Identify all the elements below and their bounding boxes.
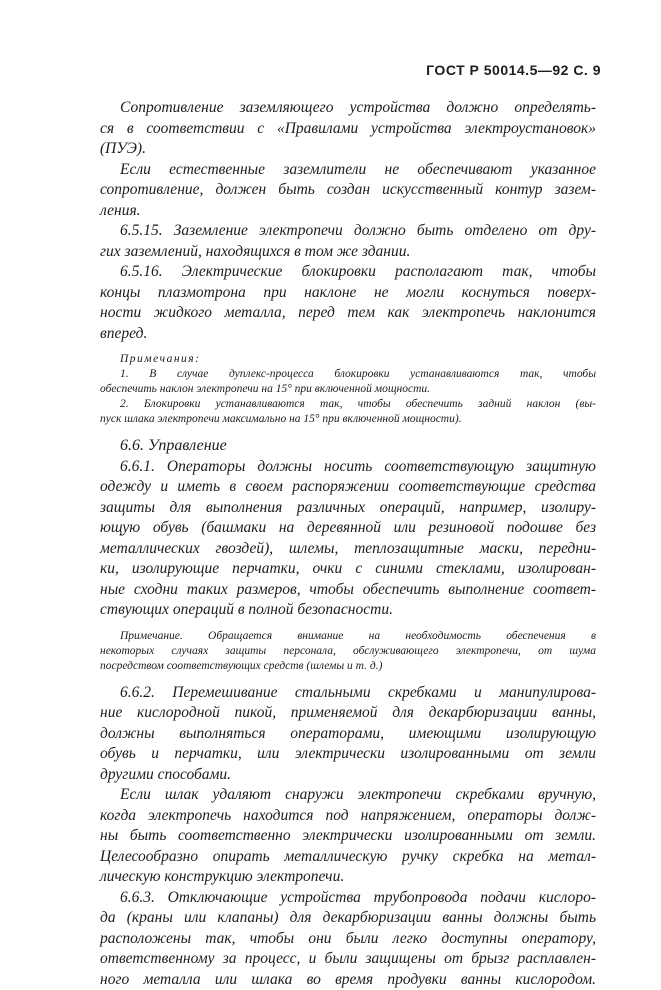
p3-line: гих заземлений, находящихся в том же здании. [100, 243, 411, 260]
p1-line: ся в соответствии с «Правилами устройства электроустановок» [100, 120, 596, 137]
note-line: обеспечить наклон электропечи на 15° при включенной мощности. [100, 383, 431, 395]
p7-line: когда электропечь находится под напряжением, операторы долж- [100, 807, 596, 824]
p8-line: 6.6.3. Отключающие устройства трубопровода подачи кислоро- [120, 889, 596, 906]
p5-line: ные сходни таких размеров, чтобы обеспечить выполнение соответ- [100, 581, 596, 598]
p6-line: другими способами. [100, 766, 232, 783]
note-line: пуск шлака электропечи максимально на 15° при включенной мощности). [100, 413, 462, 425]
p4-line: ности жидкого металла, перед тем как электропечь наклонится [100, 304, 596, 321]
note2-line: Примечание. Обращается внимание на необходимость обеспечения в [120, 630, 596, 642]
p8-line: расположены так, чтобы они были легко доступны оператору, [100, 930, 596, 947]
p7-line: ны быть соответственно электрически изолированными от земли. [100, 827, 596, 844]
p6-line: ние кислородной пикой, применяемой для декарбюризации ванны, [100, 704, 596, 721]
note-line: 2. Блокировки устанавливаются так, чтобы обеспечить задний наклон (вы- [120, 398, 596, 410]
p5-line: ющую обувь (башмаки на деревянной или резиновой подошве без [100, 519, 596, 536]
p8-line: ного металла или шлака во время продувки ванны кислородом. [100, 971, 596, 988]
p4-line: концы плазмотрона при наклоне не могли коснуться поверх- [100, 284, 596, 301]
p5-line: ствующих операций в полной безопасности. [100, 601, 393, 618]
p7-line: Если шлак удаляют снаружи электропечи скребками вручную, [120, 786, 596, 803]
note2-line: некоторых случаях защиты персонала, обслуживающего электропечи, от шума [100, 645, 596, 657]
p2-line: Если естественные заземлители не обеспечивают указанное [120, 161, 596, 178]
p6-line: 6.6.2. Перемешивание стальными скребками и манипулирова- [120, 684, 596, 701]
notes-title: Примечания: [120, 353, 201, 365]
p5-line: одежду и иметь в своем распоряжении соответствующие средства [100, 478, 596, 495]
note-line: 1. В случае дуплекс-процесса блокировки устанавливаются так, чтобы [120, 368, 596, 380]
p2-line: сопротивление, должен быть создан искусственный контур зазем- [100, 181, 596, 198]
p8-line: да (краны или клапаны) для декарбюризации ванны должны быть [100, 909, 596, 926]
p5-line: 6.6.1. Операторы должны носить соответствующую защитную [120, 458, 596, 475]
p6-line: должны выполняться операторами, имеющими изолирующую [100, 725, 596, 742]
p4-line: 6.5.16. Электрические блокировки располагают так, чтобы [120, 263, 596, 280]
note2-line: посредством соответствующих средств (шлемы и т. д.) [100, 660, 383, 672]
p6-line: обувь и перчатки, или электрически изолированными от земли [100, 745, 596, 762]
p7-line: Целесообразно опирать металлическую ручку скребка на метал- [100, 848, 596, 865]
p2-line: ления. [100, 202, 141, 219]
p5-line: защиты для выполнения различных операций, например, изолиру- [100, 499, 596, 516]
p8-line: ответственному за процесс, и были защищены от брызг расплавлен- [100, 950, 596, 967]
page-header: ГОСТ Р 50014.5—92 С. 9 [426, 62, 601, 78]
section-title: 6.6. Управление [120, 437, 227, 454]
p1-line: (ПУЭ). [100, 140, 146, 157]
p4-line: вперед. [100, 325, 148, 342]
p5-line: металлических гвоздей), шлемы, теплозащитные маски, передни- [100, 540, 596, 557]
p3-line: 6.5.15. Заземление электропечи должно быть отделено от дру- [120, 222, 596, 239]
p5-line: ки, изолирующие перчатки, очки с синими стеклами, изолирован- [100, 560, 596, 577]
p7-line: лическую конструкцию электропечи. [100, 868, 345, 885]
p1-line: Сопротивление заземляющего устройства должно определять- [120, 99, 596, 116]
